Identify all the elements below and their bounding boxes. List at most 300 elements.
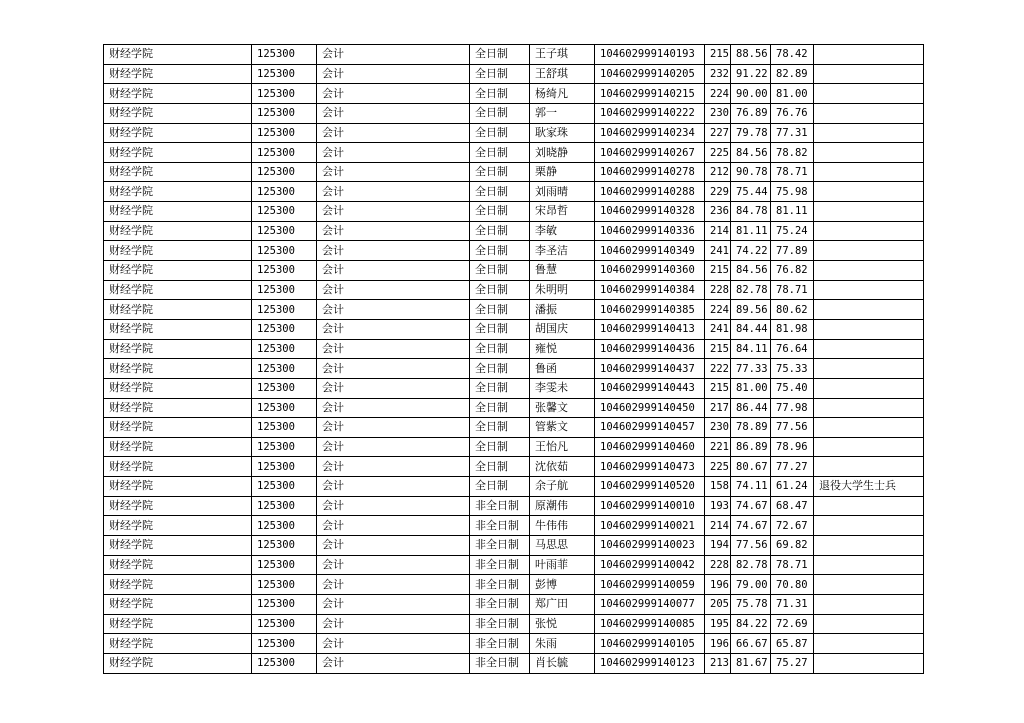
major-code-cell: 125300 [252,202,317,222]
major-code-cell: 125300 [252,457,317,477]
college-cell: 财经学院 [104,143,252,163]
student-name-cell: 栗静 [530,162,595,182]
major-name-cell: 会计 [317,261,470,281]
exam-id-cell: 104602999140443 [595,378,705,398]
remark-cell [814,653,924,673]
major-name-cell: 会计 [317,457,470,477]
table-row [104,398,924,418]
table-row [104,280,924,300]
college-cell: 财经学院 [104,634,252,654]
study-mode-cell: 全日制 [470,319,530,339]
major-code-cell: 125300 [252,634,317,654]
college-cell: 财经学院 [104,319,252,339]
initial-score-cell: 221 [705,437,731,457]
initial-score-cell: 196 [705,634,731,654]
student-name-cell: 耿家珠 [530,123,595,143]
major-code-cell: 125300 [252,398,317,418]
exam-id-cell: 104602999140437 [595,359,705,379]
table-row [104,555,924,575]
study-mode-cell: 全日制 [470,398,530,418]
study-mode-cell: 全日制 [470,437,530,457]
retest-score-cell: 77.33 [731,359,771,379]
major-code-cell: 125300 [252,594,317,614]
retest-score-cell: 81.11 [731,221,771,241]
remark-cell [814,241,924,261]
major-code-cell: 125300 [252,516,317,536]
college-cell: 财经学院 [104,202,252,222]
college-cell: 财经学院 [104,261,252,281]
student-name-cell: 彭博 [530,575,595,595]
total-score-cell: 75.98 [771,182,814,202]
student-name-cell: 鲁慧 [530,261,595,281]
major-name-cell: 会计 [317,280,470,300]
remark-cell [814,398,924,418]
total-score-cell: 77.89 [771,241,814,261]
table-row [104,634,924,654]
college-cell: 财经学院 [104,221,252,241]
college-cell: 财经学院 [104,614,252,634]
major-code-cell: 125300 [252,261,317,281]
initial-score-cell: 224 [705,84,731,104]
retest-score-cell: 75.78 [731,594,771,614]
remark-cell [814,261,924,281]
table-row [104,536,924,556]
study-mode-cell: 全日制 [470,103,530,123]
student-name-cell: 宋昂哲 [530,202,595,222]
study-mode-cell: 全日制 [470,143,530,163]
table-row [104,103,924,123]
initial-score-cell: 225 [705,457,731,477]
student-name-cell: 郭一 [530,103,595,123]
retest-score-cell: 79.78 [731,123,771,143]
student-name-cell: 雍悦 [530,339,595,359]
retest-score-cell: 74.67 [731,516,771,536]
table-row [104,162,924,182]
initial-score-cell: 193 [705,496,731,516]
retest-score-cell: 84.78 [731,202,771,222]
table-row [104,339,924,359]
major-name-cell: 会计 [317,103,470,123]
total-score-cell: 72.69 [771,614,814,634]
college-cell: 财经学院 [104,594,252,614]
exam-id-cell: 104602999140450 [595,398,705,418]
major-name-cell: 会计 [317,653,470,673]
total-score-cell: 72.67 [771,516,814,536]
retest-score-cell: 77.56 [731,536,771,556]
major-code-cell: 125300 [252,378,317,398]
initial-score-cell: 228 [705,280,731,300]
exam-id-cell: 104602999140222 [595,103,705,123]
student-name-cell: 管紫文 [530,418,595,438]
initial-score-cell: 215 [705,378,731,398]
study-mode-cell: 全日制 [470,123,530,143]
major-name-cell: 会计 [317,319,470,339]
major-code-cell: 125300 [252,123,317,143]
study-mode-cell: 全日制 [470,359,530,379]
initial-score-cell: 229 [705,182,731,202]
student-name-cell: 王子琪 [530,45,595,65]
initial-score-cell: 241 [705,319,731,339]
student-name-cell: 王怡凡 [530,437,595,457]
exam-id-cell: 104602999140384 [595,280,705,300]
remark-cell [814,516,924,536]
initial-score-cell: 214 [705,516,731,536]
retest-score-cell: 66.67 [731,634,771,654]
study-mode-cell: 非全日制 [470,634,530,654]
total-score-cell: 61.24 [771,477,814,497]
major-code-cell: 125300 [252,418,317,438]
major-name-cell: 会计 [317,398,470,418]
student-name-cell: 李敏 [530,221,595,241]
admission-score-table [103,44,924,674]
study-mode-cell: 非全日制 [470,516,530,536]
total-score-cell: 75.40 [771,378,814,398]
initial-score-cell: 241 [705,241,731,261]
college-cell: 财经学院 [104,653,252,673]
total-score-cell: 77.31 [771,123,814,143]
college-cell: 财经学院 [104,555,252,575]
student-name-cell: 余子航 [530,477,595,497]
exam-id-cell: 104602999140349 [595,241,705,261]
study-mode-cell: 全日制 [470,84,530,104]
exam-id-cell: 104602999140436 [595,339,705,359]
retest-score-cell: 84.56 [731,261,771,281]
study-mode-cell: 全日制 [470,300,530,320]
table-row [104,418,924,438]
initial-score-cell: 212 [705,162,731,182]
initial-score-cell: 225 [705,143,731,163]
table-row [104,437,924,457]
major-code-cell: 125300 [252,45,317,65]
major-code-cell: 125300 [252,339,317,359]
major-name-cell: 会计 [317,378,470,398]
total-score-cell: 75.24 [771,221,814,241]
retest-score-cell: 90.00 [731,84,771,104]
major-code-cell: 125300 [252,182,317,202]
exam-id-cell: 104602999140278 [595,162,705,182]
remark-cell [814,221,924,241]
study-mode-cell: 全日制 [470,378,530,398]
total-score-cell: 78.71 [771,555,814,575]
major-name-cell: 会计 [317,162,470,182]
table-row [104,653,924,673]
college-cell: 财经学院 [104,123,252,143]
major-code-cell: 125300 [252,143,317,163]
college-cell: 财经学院 [104,103,252,123]
exam-id-cell: 104602999140105 [595,634,705,654]
retest-score-cell: 84.11 [731,339,771,359]
study-mode-cell: 全日制 [470,45,530,65]
total-score-cell: 69.82 [771,536,814,556]
study-mode-cell: 全日制 [470,202,530,222]
total-score-cell: 78.82 [771,143,814,163]
retest-score-cell: 74.22 [731,241,771,261]
initial-score-cell: 213 [705,653,731,673]
major-name-cell: 会计 [317,634,470,654]
study-mode-cell: 非全日制 [470,496,530,516]
retest-score-cell: 88.56 [731,45,771,65]
remark-cell [814,614,924,634]
retest-score-cell: 84.44 [731,319,771,339]
major-name-cell: 会计 [317,418,470,438]
exam-id-cell: 104602999140234 [595,123,705,143]
remark-cell [814,594,924,614]
college-cell: 财经学院 [104,162,252,182]
study-mode-cell: 非全日制 [470,536,530,556]
study-mode-cell: 全日制 [470,280,530,300]
major-name-cell: 会计 [317,84,470,104]
remark-cell [814,536,924,556]
major-name-cell: 会计 [317,221,470,241]
remark-cell [814,143,924,163]
retest-score-cell: 78.89 [731,418,771,438]
remark-cell [814,319,924,339]
major-code-cell: 125300 [252,359,317,379]
major-name-cell: 会计 [317,45,470,65]
retest-score-cell: 74.67 [731,496,771,516]
major-name-cell: 会计 [317,143,470,163]
total-score-cell: 65.87 [771,634,814,654]
exam-id-cell: 104602999140021 [595,516,705,536]
major-code-cell: 125300 [252,64,317,84]
exam-id-cell: 104602999140085 [595,614,705,634]
total-score-cell: 77.56 [771,418,814,438]
study-mode-cell: 全日制 [470,339,530,359]
student-name-cell: 张馨文 [530,398,595,418]
college-cell: 财经学院 [104,182,252,202]
initial-score-cell: 205 [705,594,731,614]
major-name-cell: 会计 [317,241,470,261]
initial-score-cell: 217 [705,398,731,418]
table-row [104,496,924,516]
college-cell: 财经学院 [104,64,252,84]
retest-score-cell: 84.56 [731,143,771,163]
college-cell: 财经学院 [104,359,252,379]
retest-score-cell: 86.44 [731,398,771,418]
major-name-cell: 会计 [317,202,470,222]
table-row [104,359,924,379]
initial-score-cell: 214 [705,221,731,241]
initial-score-cell: 230 [705,103,731,123]
study-mode-cell: 非全日制 [470,555,530,575]
major-code-cell: 125300 [252,555,317,575]
retest-score-cell: 89.56 [731,300,771,320]
table-row [104,594,924,614]
major-name-cell: 会计 [317,496,470,516]
initial-score-cell: 230 [705,418,731,438]
table-row [104,300,924,320]
exam-id-cell: 104602999140457 [595,418,705,438]
table-row [104,202,924,222]
exam-id-cell: 104602999140077 [595,594,705,614]
exam-id-cell: 104602999140059 [595,575,705,595]
student-name-cell: 原潮伟 [530,496,595,516]
table-row [104,614,924,634]
remark-cell [814,437,924,457]
student-name-cell: 马思思 [530,536,595,556]
remark-cell [814,378,924,398]
college-cell: 财经学院 [104,241,252,261]
student-name-cell: 刘晓静 [530,143,595,163]
major-code-cell: 125300 [252,536,317,556]
student-name-cell: 王舒琪 [530,64,595,84]
college-cell: 财经学院 [104,496,252,516]
remark-cell [814,64,924,84]
college-cell: 财经学院 [104,300,252,320]
major-code-cell: 125300 [252,300,317,320]
exam-id-cell: 104602999140123 [595,653,705,673]
study-mode-cell: 非全日制 [470,653,530,673]
college-cell: 财经学院 [104,536,252,556]
study-mode-cell: 非全日制 [470,614,530,634]
major-name-cell: 会计 [317,339,470,359]
total-score-cell: 71.31 [771,594,814,614]
table-row [104,143,924,163]
table-row [104,84,924,104]
major-code-cell: 125300 [252,84,317,104]
exam-id-cell: 104602999140336 [595,221,705,241]
exam-id-cell: 104602999140023 [595,536,705,556]
table-row [104,45,924,65]
study-mode-cell: 非全日制 [470,575,530,595]
major-name-cell: 会计 [317,594,470,614]
retest-score-cell: 86.89 [731,437,771,457]
study-mode-cell: 非全日制 [470,594,530,614]
student-name-cell: 牛伟伟 [530,516,595,536]
exam-id-cell: 104602999140328 [595,202,705,222]
exam-id-cell: 104602999140385 [595,300,705,320]
college-cell: 财经学院 [104,516,252,536]
retest-score-cell: 80.67 [731,457,771,477]
major-name-cell: 会计 [317,359,470,379]
table-row [104,261,924,281]
student-name-cell: 张悦 [530,614,595,634]
total-score-cell: 81.98 [771,319,814,339]
total-score-cell: 68.47 [771,496,814,516]
initial-score-cell: 158 [705,477,731,497]
student-name-cell: 杨绮凡 [530,84,595,104]
retest-score-cell: 81.67 [731,653,771,673]
student-name-cell: 李雯未 [530,378,595,398]
exam-id-cell: 104602999140205 [595,64,705,84]
college-cell: 财经学院 [104,457,252,477]
exam-id-cell: 104602999140267 [595,143,705,163]
study-mode-cell: 全日制 [470,221,530,241]
major-code-cell: 125300 [252,477,317,497]
exam-id-cell: 104602999140193 [595,45,705,65]
study-mode-cell: 全日制 [470,457,530,477]
total-score-cell: 76.82 [771,261,814,281]
study-mode-cell: 全日制 [470,182,530,202]
student-name-cell: 沈依茹 [530,457,595,477]
remark-cell [814,634,924,654]
table-row [104,457,924,477]
remark-cell [814,418,924,438]
retest-score-cell: 79.00 [731,575,771,595]
initial-score-cell: 222 [705,359,731,379]
total-score-cell: 77.98 [771,398,814,418]
total-score-cell: 78.42 [771,45,814,65]
table-row [104,221,924,241]
student-name-cell: 朱明明 [530,280,595,300]
remark-cell [814,555,924,575]
total-score-cell: 76.76 [771,103,814,123]
total-score-cell: 70.80 [771,575,814,595]
college-cell: 财经学院 [104,575,252,595]
total-score-cell: 81.00 [771,84,814,104]
table-row [104,477,924,497]
college-cell: 财经学院 [104,477,252,497]
major-code-cell: 125300 [252,437,317,457]
remark-cell [814,457,924,477]
total-score-cell: 78.71 [771,280,814,300]
table-row [104,575,924,595]
remark-cell [814,496,924,516]
initial-score-cell: 195 [705,614,731,634]
major-name-cell: 会计 [317,123,470,143]
remark-cell [814,45,924,65]
study-mode-cell: 全日制 [470,64,530,84]
initial-score-cell: 224 [705,300,731,320]
retest-score-cell: 76.89 [731,103,771,123]
college-cell: 财经学院 [104,84,252,104]
table-row [104,182,924,202]
table-row [104,241,924,261]
initial-score-cell: 215 [705,339,731,359]
college-cell: 财经学院 [104,398,252,418]
student-name-cell: 鲁函 [530,359,595,379]
retest-score-cell: 82.78 [731,280,771,300]
total-score-cell: 77.27 [771,457,814,477]
remark-cell [814,123,924,143]
student-name-cell: 李圣洁 [530,241,595,261]
exam-id-cell: 104602999140360 [595,261,705,281]
remark-cell [814,280,924,300]
total-score-cell: 75.33 [771,359,814,379]
initial-score-cell: 194 [705,536,731,556]
retest-score-cell: 91.22 [731,64,771,84]
exam-id-cell: 104602999140413 [595,319,705,339]
remark-cell [814,202,924,222]
retest-score-cell: 74.11 [731,477,771,497]
total-score-cell: 78.96 [771,437,814,457]
student-name-cell: 郑广田 [530,594,595,614]
remark-cell [814,339,924,359]
initial-score-cell: 215 [705,261,731,281]
total-score-cell: 81.11 [771,202,814,222]
total-score-cell: 78.71 [771,162,814,182]
major-name-cell: 会计 [317,516,470,536]
initial-score-cell: 227 [705,123,731,143]
major-code-cell: 125300 [252,103,317,123]
table-row [104,378,924,398]
student-name-cell: 叶雨菲 [530,555,595,575]
major-name-cell: 会计 [317,182,470,202]
major-code-cell: 125300 [252,280,317,300]
major-code-cell: 125300 [252,221,317,241]
exam-id-cell: 104602999140460 [595,437,705,457]
major-name-cell: 会计 [317,300,470,320]
total-score-cell: 80.62 [771,300,814,320]
initial-score-cell: 196 [705,575,731,595]
major-name-cell: 会计 [317,555,470,575]
exam-id-cell: 104602999140010 [595,496,705,516]
major-name-cell: 会计 [317,477,470,497]
major-code-cell: 125300 [252,575,317,595]
major-name-cell: 会计 [317,575,470,595]
student-name-cell: 肖长毓 [530,653,595,673]
table-row [104,64,924,84]
